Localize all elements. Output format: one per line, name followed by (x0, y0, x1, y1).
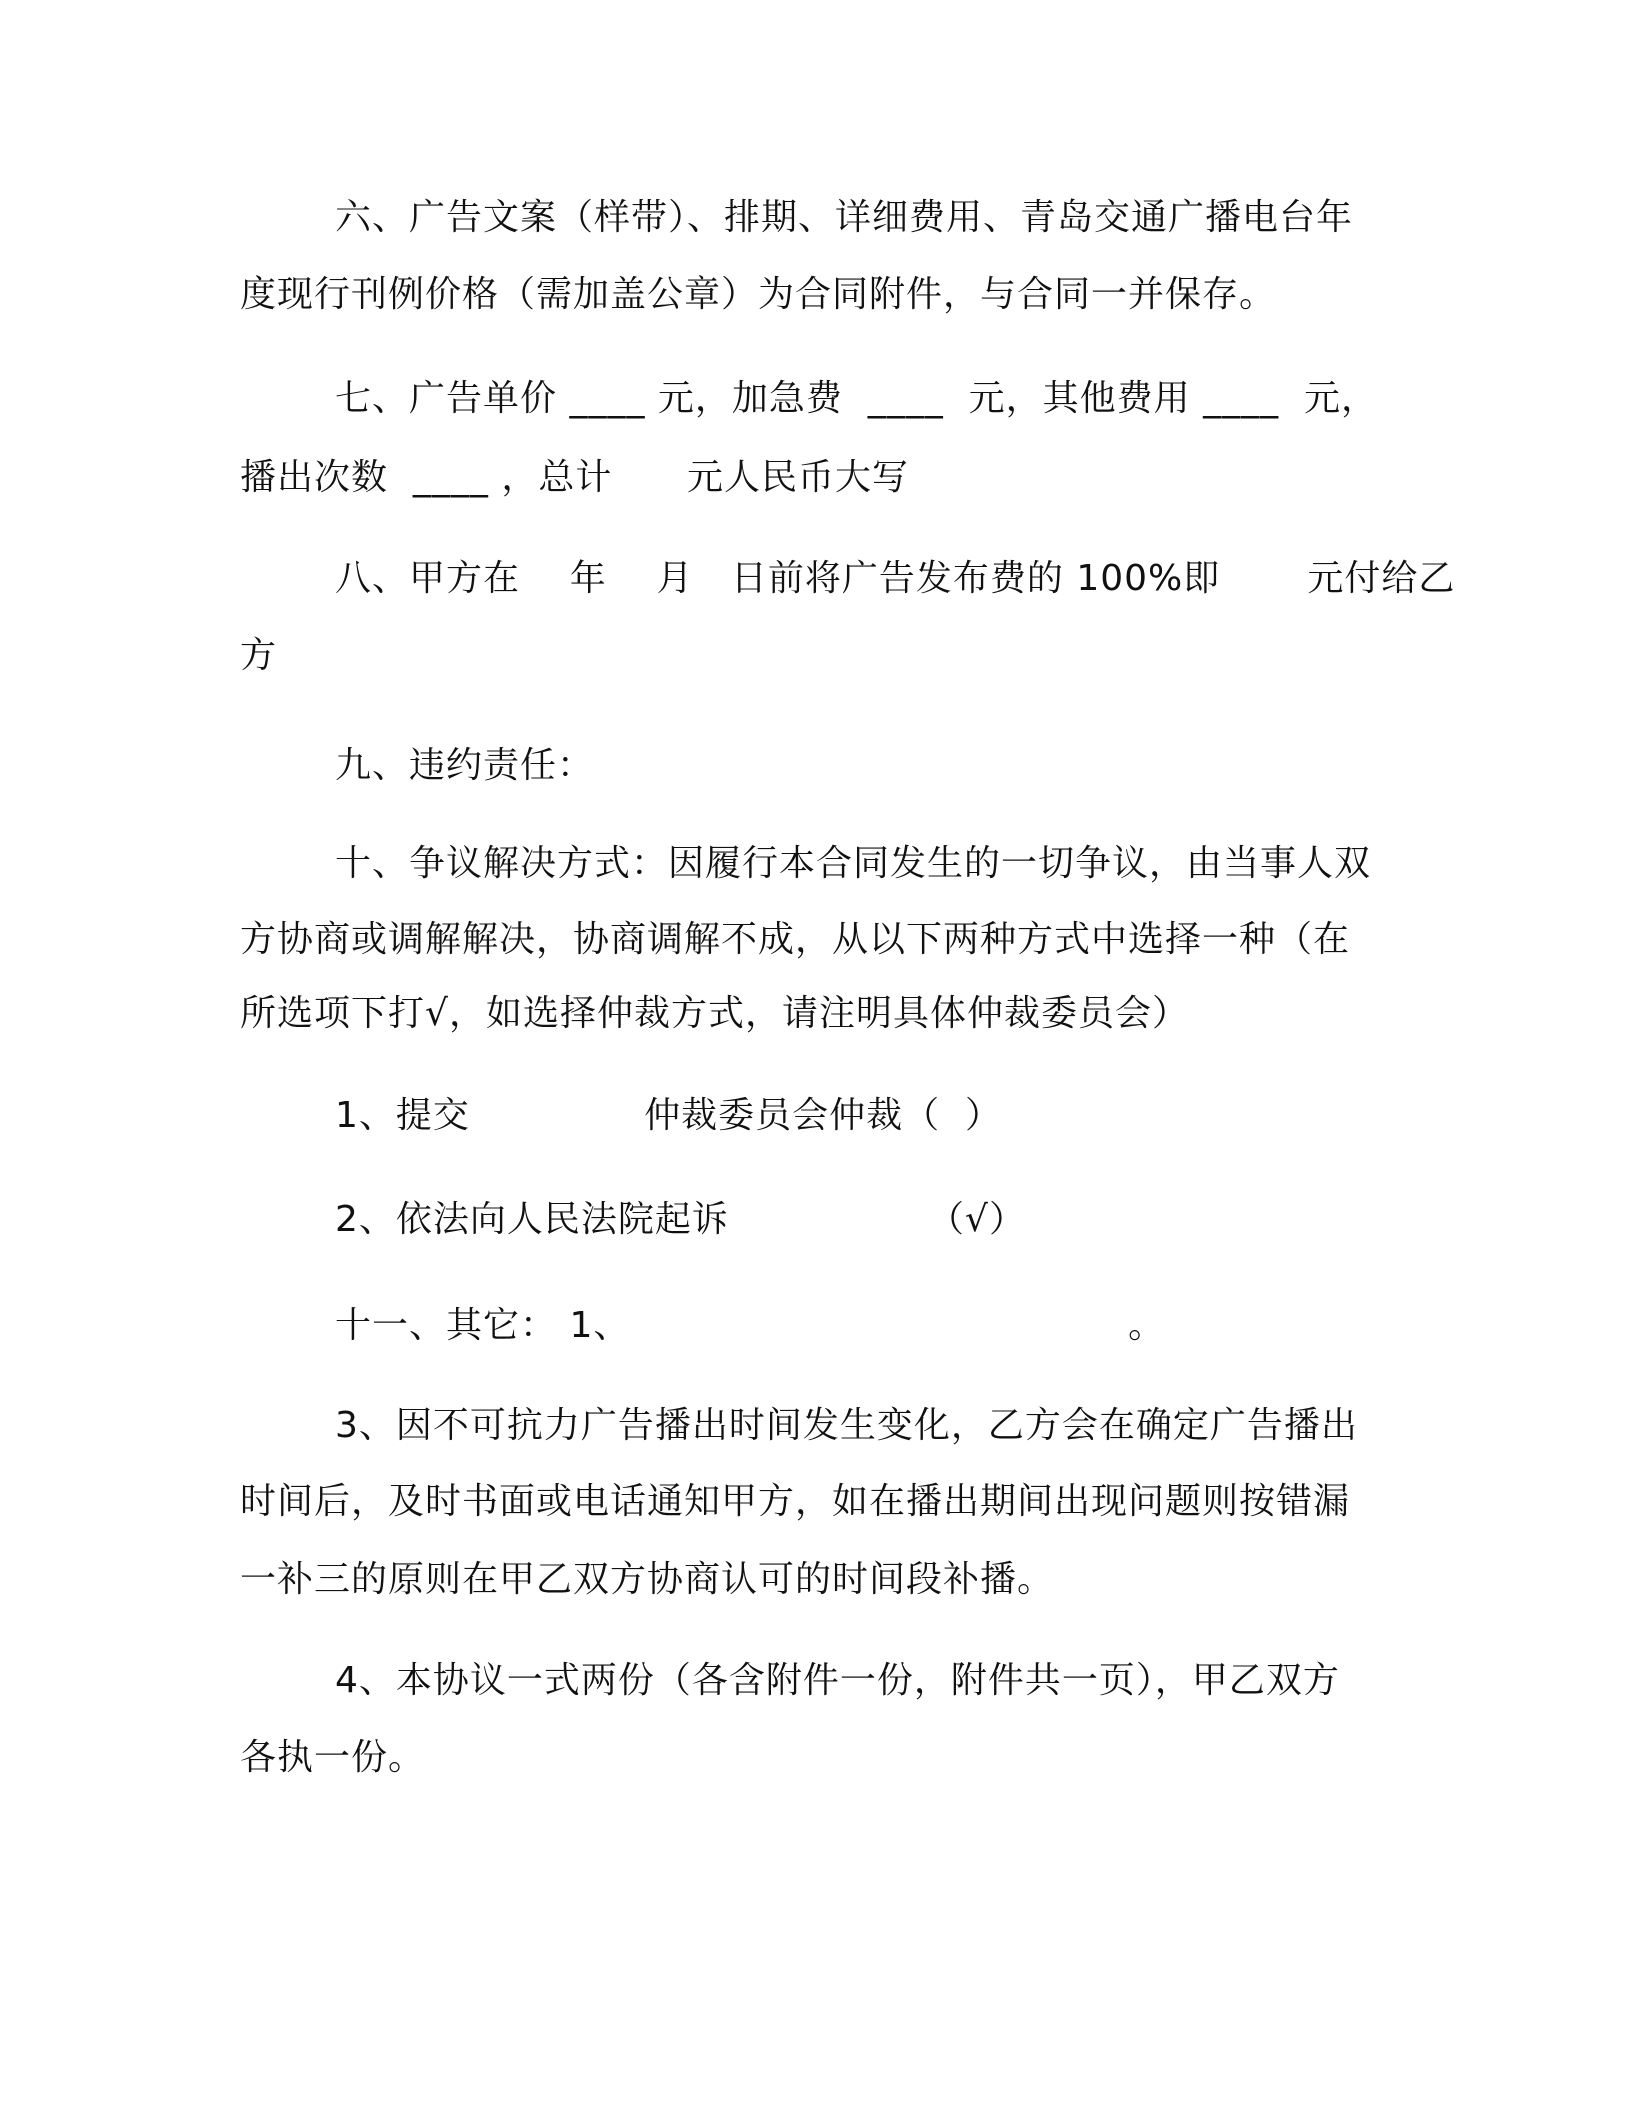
clause-6-line-2: 度现行刊例价格（需加盖公章）为合同附件，与合同一并保存。 (240, 274, 1277, 315)
clause-10-line-3: 所选项下打√，如选择仲裁方式，请注明具体仲裁委员会） (240, 993, 1189, 1034)
item-3-line-2: 时间后，及时书面或电话通知甲方，如在播出期间出现问题则按错漏 (240, 1481, 1351, 1522)
clause-8-line-1: 八、甲方在 年 月 日前将广告发布费的 100%即 元付给乙 (335, 558, 1456, 599)
clause-8-line-2: 方 (240, 635, 278, 676)
item-3-line-3: 一补三的原则在甲乙双方协商认可的时间段补播。 (240, 1559, 1055, 1600)
clause-7-line-2: 播出次数 ____ ，总计 元人民币大写 (240, 457, 909, 498)
item-3-line-1: 3、因不可抗力广告播出时间发生变化，乙方会在确定广告播出 (335, 1405, 1358, 1446)
clause-10-option-2: 2、依法向人民法院起诉 （√） (335, 1199, 1026, 1240)
clause-9-heading: 九、违约责任： (335, 745, 595, 786)
clause-10-line-1: 十、争议解决方式：因履行本合同发生的一切争议，由当事人双 (335, 843, 1372, 884)
clause-10-option-1: 1、提交 仲裁委员会仲裁（ ） (335, 1095, 1002, 1136)
clause-6-line-1: 六、广告文案（样带）、排期、详细费用、青岛交通广播电台年 (335, 197, 1354, 238)
clause-10-line-2: 方协商或调解解决，协商调解不成，从以下两种方式中选择一种（在 (240, 919, 1351, 960)
clause-11-line-1: 十一、其它： 1、 。 (335, 1305, 1166, 1346)
item-4-line-1: 4、本协议一式两份（各含附件一份，附件共一页），甲乙双方 (335, 1660, 1340, 1701)
clause-7-line-1: 七、广告单价 ____ 元，加急费 ____ 元，其他费用 ____ 元， (335, 378, 1378, 419)
item-4-line-2: 各执一份。 (240, 1737, 426, 1778)
